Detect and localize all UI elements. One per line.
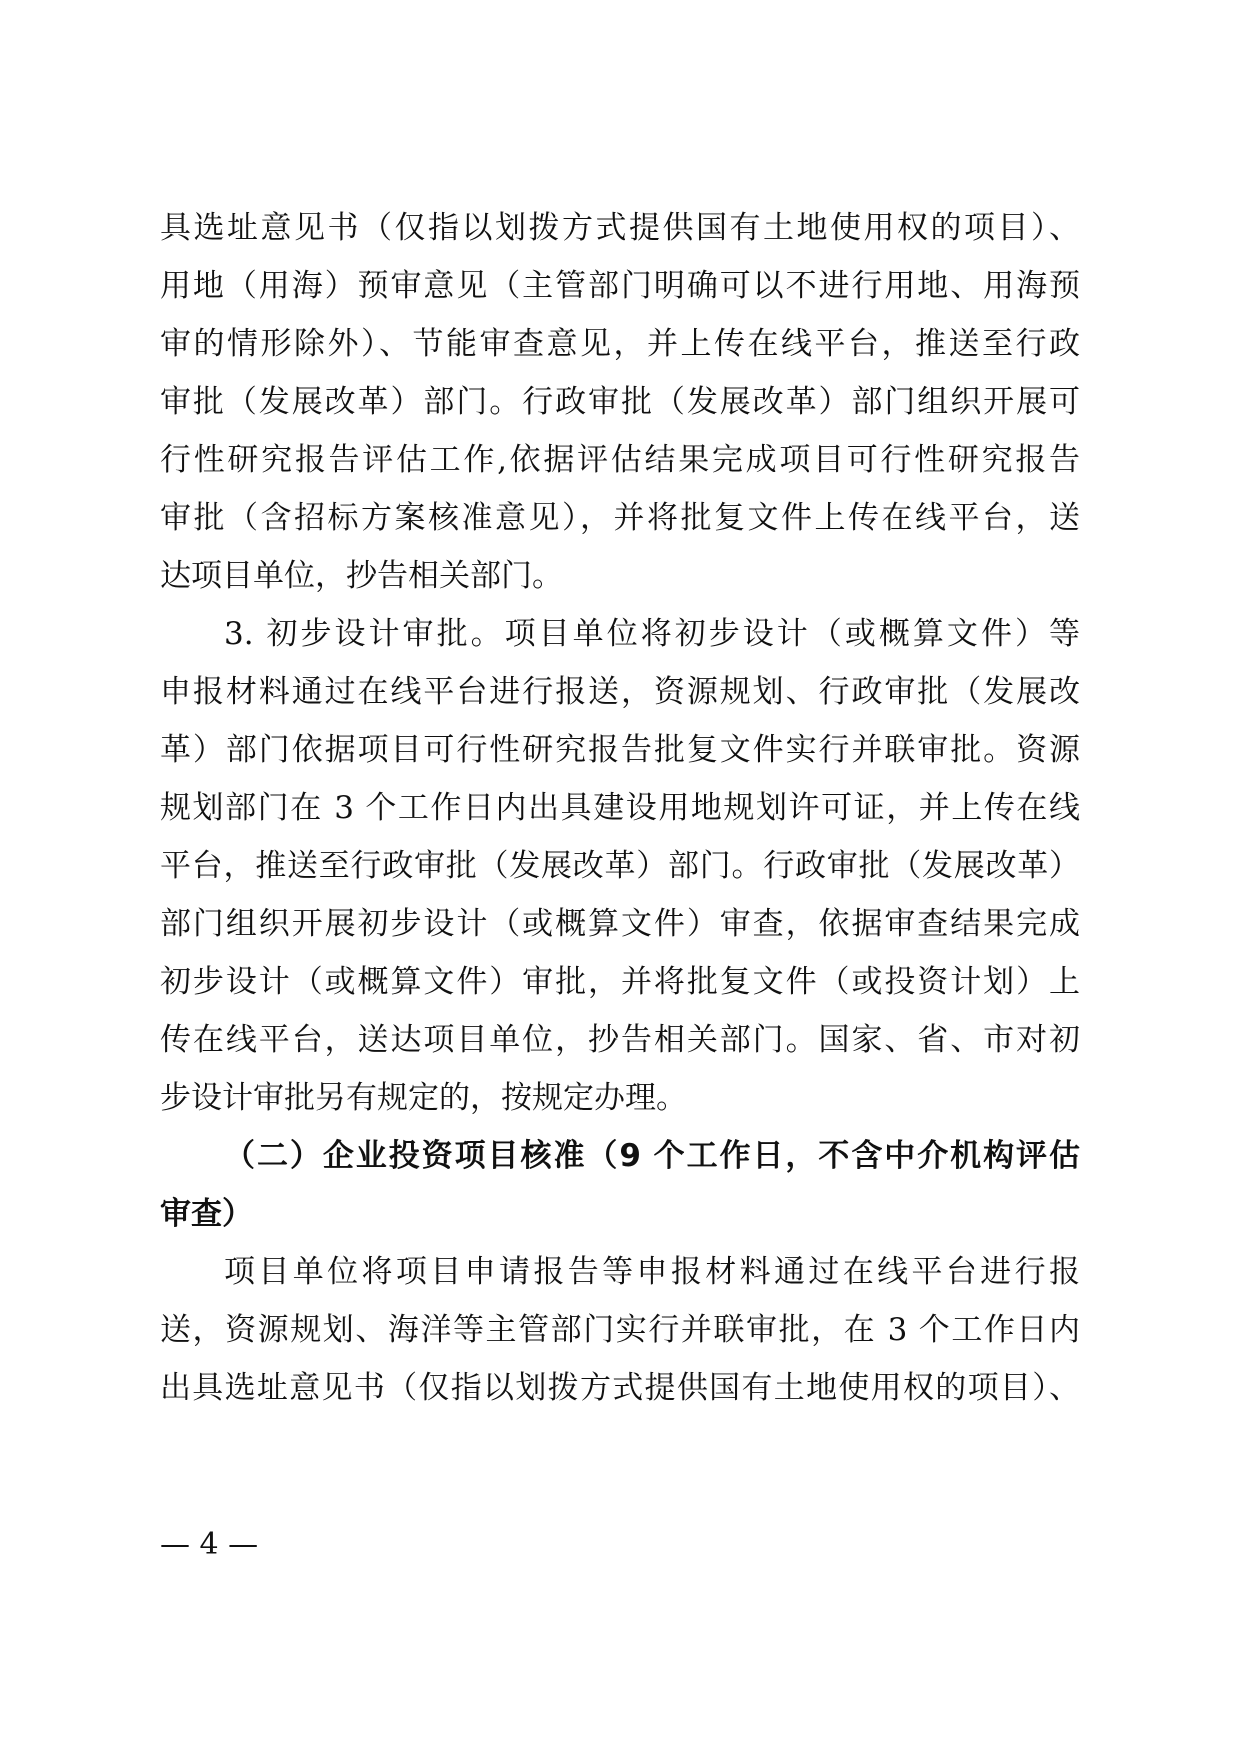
- body-text-line: 具选址意见书（仅指以划拨方式提供国有土地使用权的项目）、: [160, 210, 1080, 246]
- body-text-line: 部门组织开展初步设计（或概算文件）审查，依据审查结果完成: [160, 906, 1080, 942]
- body-text-line: 项目单位将项目申请报告等申报材料通过在线平台进行报: [224, 1254, 1080, 1290]
- body-text-line: 革）部门依据项目可行性研究报告批复文件实行并联审批。资源: [160, 732, 1080, 768]
- body-text-line: 审的情形除外）、节能审查意见，并上传在线平台，推送至行政: [160, 326, 1080, 362]
- body-text-line: 出具选址意见书（仅指以划拨方式提供国有土地使用权的项目）、: [160, 1370, 1080, 1406]
- body-text-line: 审批（发展改革）部门。行政审批（发展改革）部门组织开展可: [160, 384, 1080, 420]
- body-text-line: 审批（含招标方案核准意见），并将批复文件上传在线平台，送: [160, 500, 1080, 536]
- body-text-line: 平台，推送至行政审批（发展改革）部门。行政审批（发展改革）: [160, 848, 1080, 884]
- section-heading: （二）企业投资项目核准（9 个工作日，不含中介机构评估: [224, 1138, 1080, 1174]
- section-item-3-title: 3. 初步设计审批。项目单位将初步设计（或概算文件）等: [224, 616, 1080, 652]
- body-text-line: 行性研究报告评估工作,依据评估结果完成项目可行性研究报告: [160, 442, 1080, 478]
- body-text-line: 步设计审批另有规定的，按规定办理。: [160, 1080, 687, 1116]
- body-text-line: 申报材料通过在线平台进行报送，资源规划、行政审批（发展改: [160, 674, 1080, 710]
- body-text-line: 初步设计（或概算文件）审批，并将批复文件（或投资计划）上: [160, 964, 1080, 1000]
- body-text-line: 送，资源规划、海洋等主管部门实行并联审批，在 3 个工作日内: [160, 1312, 1080, 1348]
- page-number: — 4 —: [160, 1527, 259, 1562]
- body-text-line: 传在线平台，送达项目单位，抄告相关部门。国家、省、市对初: [160, 1022, 1080, 1058]
- body-text-line: 规划部门在 3 个工作日内出具建设用地规划许可证，并上传在线: [160, 790, 1080, 826]
- body-text-line: 达项目单位，抄告相关部门。: [160, 558, 563, 594]
- section-heading-continuation: 审查）: [160, 1196, 253, 1232]
- body-text-line: 用地（用海）预审意见（主管部门明确可以不进行用地、用海预: [160, 268, 1080, 304]
